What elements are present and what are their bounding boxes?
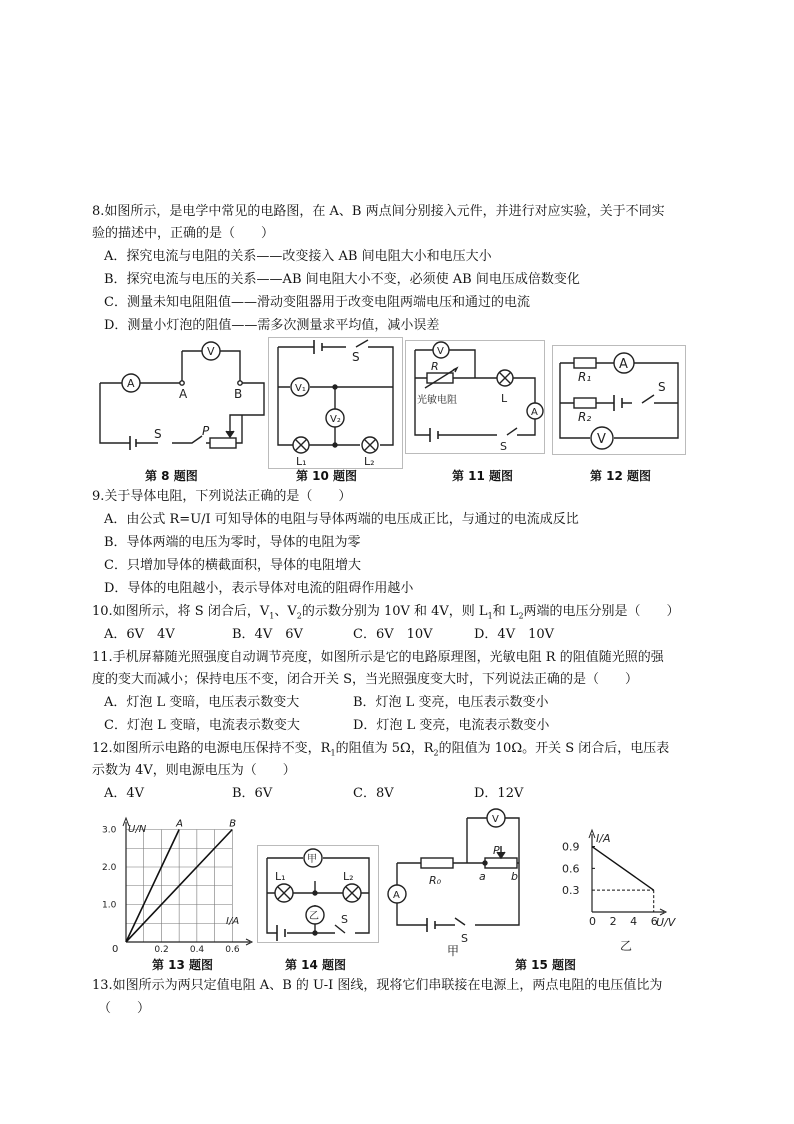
fig15-jia-label: 甲	[447, 944, 460, 958]
q9-option-c: C．只增加导体的横截面积，导体的电阻增大	[104, 558, 361, 573]
fig10-switch-label: S	[352, 350, 360, 364]
q11-option-a: A．灯泡 L 变暗，电压表示数变大	[104, 695, 300, 710]
fig8-voltmeter-label: V	[207, 345, 215, 358]
figure-10-circuit	[268, 337, 403, 469]
q9-option-b: B．导体两端的电压为零时，导体的电阻为零	[104, 535, 361, 550]
figure-14-circuit	[257, 845, 379, 945]
figure-15-yi-chart	[560, 822, 690, 962]
fig10-l1-label: L₁	[296, 455, 307, 468]
fig12-voltmeter-label: V	[597, 432, 606, 447]
fig14-l2-label: L₂	[343, 870, 354, 883]
q12-option-c: C．8V	[353, 786, 394, 801]
c13-y-label: U/N	[128, 824, 147, 835]
figure-15-jia-circuit	[387, 808, 527, 958]
c13-x-label: I/A	[226, 916, 240, 927]
fig12-r1-label: R₁	[578, 370, 592, 384]
fig11-photo-resistor-label: 光敏电阻	[417, 395, 457, 406]
figure-14-caption: 第 14 题图	[285, 958, 347, 972]
fig12-switch-label: S	[658, 380, 666, 394]
q11-option-b: B．灯泡 L 变亮，电压表示数变小	[353, 695, 549, 710]
c15-y-tick: 0.6	[562, 862, 580, 876]
c15-x-tick: 6	[650, 915, 658, 928]
q11-stem-line2: 度的变大而减小；保持电压不变，闭合开关 S，当光照强度变大时，下列说法正确的是（ ）	[92, 672, 639, 687]
c15-x-tick: 4	[630, 915, 638, 928]
figure-15-caption: 第 15 题图	[515, 958, 577, 972]
fig15-voltmeter-label: V	[492, 814, 499, 825]
figure-11-caption: 第 11 题图	[452, 469, 514, 483]
fig11-r-label: R	[431, 360, 439, 373]
c13-x-tick: 0.6	[225, 945, 240, 954]
c13-origin: 0	[112, 944, 119, 954]
c13-y-tick: 2.0	[102, 863, 117, 873]
q13-stem-line1: 13.如图所示为两只定值电阻 A、B 的 U-I 图线，现将它们串联接在电源上，两点电阻的电压值比为	[92, 978, 663, 993]
c13-x-tick: 0.4	[189, 945, 205, 954]
fig12-r2-label: R₂	[578, 410, 592, 424]
q11-stem-line1: 11.手机屏幕随光照强度自动调节亮度，如图所示是它的电路原理图，光敏电阻 R 的阻值随光照的强	[92, 650, 664, 665]
q10-stem: 10.如图所示，将 S 闭合后，$V_1$、$V_2$的示数分别为 10V 和 4V，则 $L_1$和 $L_2$两端的电压分别是（ ）	[92, 604, 680, 621]
c15-x-tick: 2	[609, 915, 617, 928]
q8-option-b: B．探究电流与电压的关系——AB 间电阻大小不变，必须使 AB 间电压成倍数变化	[104, 272, 580, 287]
fig15-switch-label: S	[461, 932, 468, 945]
c15-y-label: I/A	[596, 832, 611, 845]
figure-12-circuit	[552, 345, 686, 455]
fig14-switch-label: S	[341, 913, 348, 926]
c15-y-tick: 0.3	[562, 884, 580, 898]
fig8-ammeter-label: A	[127, 377, 135, 390]
fig12-ammeter-label: A	[619, 357, 628, 372]
q11-option-d: D．灯泡 L 变亮，电流表示数变小	[353, 718, 550, 733]
fig15-point-b: b	[511, 870, 518, 883]
c15-yi-label: 乙	[620, 939, 633, 953]
c15-y-tick: 0.9	[562, 840, 580, 854]
fig15-slider-label: P	[493, 844, 500, 857]
fig14-jia-meter: 甲	[307, 854, 317, 865]
q10-option-c: C．6V 10V	[353, 627, 433, 642]
q12-option-b: B．6V	[232, 786, 273, 801]
q12-option-a: A．4V	[104, 786, 145, 801]
c13-y-tick: 1.0	[102, 900, 117, 911]
fig15-point-a: a	[479, 870, 486, 883]
q11-option-c: C．灯泡 L 变暗，电流表示数变大	[104, 718, 300, 733]
q8-option-c: C．测量未知电阻阻值——滑动变阻器用于改变电阻两端电压和通过的电流	[104, 295, 530, 310]
q12-stem-line1: 12.如图所示电路的电源电压保持不变，$R_1$的阻值为 5Ω，$R_2$的阻值为 10Ω。开关 S 闭合后，电压表	[92, 741, 670, 758]
q9-option-a: A．由公式 R=U/I 可知导体的电阻与导体两端的电压成正比，与通过的电流成反比	[104, 512, 579, 527]
q12-option-d: D．12V	[474, 786, 524, 801]
fig8-slider-label: P	[202, 424, 210, 438]
figure-13-chart	[98, 812, 258, 954]
fig11-voltmeter-label: V	[437, 346, 444, 357]
fig8-point-b: B	[234, 387, 243, 401]
figure-12-caption: 第 12 题图	[590, 469, 652, 483]
c13-y-tick: 3.0	[102, 825, 117, 836]
fig11-ammeter-label: A	[531, 407, 538, 418]
c15-x-tick: 0	[589, 915, 596, 928]
fig10-v1-label: V₁	[295, 383, 306, 394]
fig14-yi-meter: 乙	[309, 911, 319, 922]
c15-x-label: U/V	[656, 916, 676, 929]
c13-series-label-B: B	[229, 818, 237, 830]
q13-stem-line2: （ ）	[98, 1001, 151, 1016]
figure-13-caption: 第 13 题图	[152, 958, 214, 972]
fig8-switch-label: S	[154, 427, 162, 441]
figure-8-caption: 第 8 题图	[145, 469, 198, 483]
fig15-ammeter-label: A	[393, 890, 400, 901]
q10-option-a: A．6V 4V	[104, 627, 175, 642]
figure-8-circuit	[92, 340, 267, 465]
figure-11-circuit	[405, 340, 545, 455]
q10-option-d: D．4V 10V	[474, 627, 555, 642]
q8-stem-line2: 验的描述中，正确的是（ ）	[92, 226, 275, 241]
fig10-v2-label: V₂	[330, 414, 341, 425]
fig14-l1-label: L₁	[275, 870, 286, 883]
q10-option-b: B．4V 6V	[232, 627, 303, 642]
fig15-r0-label: R₀	[429, 874, 442, 887]
q9-stem: 9.关于导体电阻，下列说法正确的是（ ）	[92, 489, 352, 504]
c13-series-label-A: A	[176, 818, 183, 830]
fig11-lamp-label: L	[501, 392, 508, 405]
q8-option-a: A．探究电流与电阻的关系——改变接入 AB 间电阻大小和电压大小	[104, 249, 492, 264]
fig8-point-a: A	[179, 387, 188, 401]
q8-option-d: D．测量小灯泡的阻值——需多次测量求平均值，减小误差	[104, 318, 440, 333]
q8-stem-line1: 8.如图所示，是电学中常见的电路图，在 A、B 两点间分别接入元件，并进行对应实验，关于不同实	[92, 204, 665, 219]
figure-10-caption: 第 10 题图	[296, 469, 358, 483]
fig11-switch-label: S	[500, 440, 507, 453]
fig10-l2-label: L₂	[364, 455, 375, 468]
c13-x-tick: 0.2	[154, 945, 169, 954]
c15-series-line	[592, 847, 654, 891]
q9-option-d: D．导体的电阻越小，表示导体对电流的阻碍作用越小	[104, 581, 414, 596]
q12-stem-line2: 示数为 4V，则电源电压为（ ）	[92, 763, 296, 778]
